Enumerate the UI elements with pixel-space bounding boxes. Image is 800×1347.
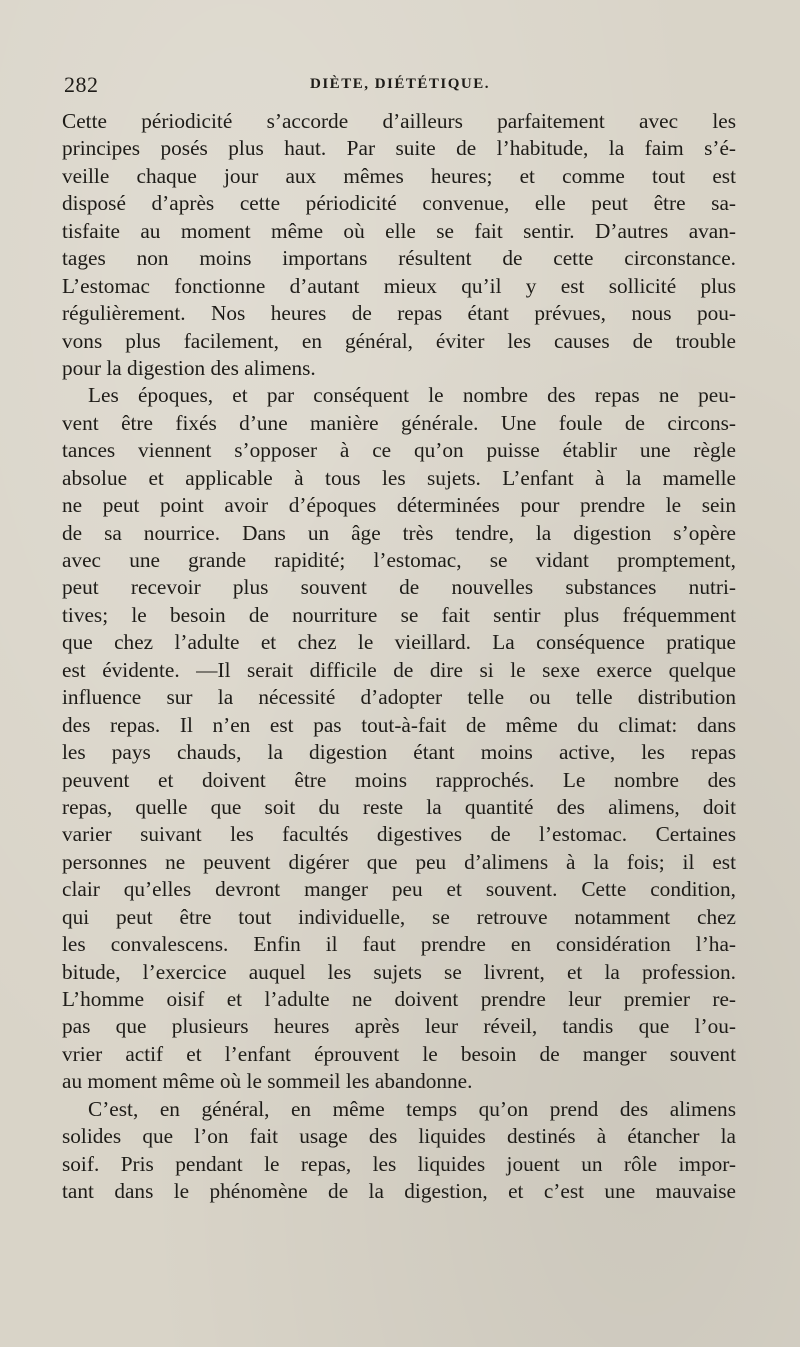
text-line: de sa nourrice. Dans un âge très tendre, la digestion s’opère (62, 520, 736, 545)
text-line: L’estomac fonctionne d’autant mieux qu’il y est sollicité plus (62, 273, 736, 298)
text-line: pas que plusieurs heures après leur réveil, tandis que l’ou- (62, 1014, 736, 1039)
text-line: personnes ne peuvent digérer que peu d’alimens à la fois; il est (62, 849, 736, 874)
text-line: veille chaque jour aux mêmes heures; et comme tout est (62, 163, 736, 188)
text-line: vent être fixés d’une manière générale. Une foule de circons- (62, 410, 736, 435)
text-line: varier suivant les facultés digestives de l’estomac. Certaines (62, 822, 736, 847)
paragraph-start-line: C’est, en général, en même temps qu’on prend des alimens (88, 1096, 736, 1121)
text-line: régulièrement. Nos heures de repas étant prévues, nous pou- (62, 301, 736, 326)
page-number: 282 (64, 72, 99, 97)
text-line: que chez l’adulte et chez le vieillard. La conséquence pratique (62, 630, 736, 655)
text-line: des repas. Il n’en est pas tout-à-fait de même du climat: dans (62, 712, 736, 737)
text-line: Cette périodicité s’accorde d’ailleurs parfaitement avec les (62, 109, 736, 133)
paragraph-end-line: pour la digestion des alimens. (62, 355, 316, 380)
text-line: repas, quelle que soit du reste la quantité des alimens, doit (62, 794, 736, 819)
text-line: les convalescens. Enfin il faut prendre en considération l’ha- (62, 932, 736, 957)
text-line: bitude, l’exercice auquel les sujets se livrent, et la profession. (62, 959, 736, 984)
text-line: tives; le besoin de nourriture se fait sentir plus fréquemment (62, 602, 736, 627)
text-line: qui peut être tout individuelle, se retrouve notamment chez (62, 904, 736, 929)
running-title: DIÈTE, DIÉTÉTIQUE. (310, 76, 490, 92)
text-line: est évidente. —Il serait difficile de dire si le sexe exerce quelque (62, 657, 736, 682)
text-line: les pays chauds, la digestion étant moins active, les repas (62, 740, 736, 765)
text-line: disposé d’après cette périodicité convenue, elle peut être sa- (62, 191, 736, 216)
text-line: ne peut point avoir d’époques déterminées pour prendre le sein (62, 493, 736, 518)
text-line: avec une grande rapidité; l’estomac, se vidant promptement, (62, 548, 736, 572)
text-line: vons plus facilement, en général, éviter les causes de trouble (62, 328, 736, 353)
text-line: solides que l’on fait usage des liquides destinés à étancher la (62, 1124, 736, 1149)
text-line: tant dans le phénomène de la digestion, et c’est une mauvaise (62, 1179, 736, 1204)
text-line: clair qu’elles devront manger peu et souvent. Cette condition, (62, 877, 736, 902)
text-line: principes posés plus haut. Par suite de l’habitude, la faim s’é- (62, 136, 736, 161)
text-line: L’homme oisif et l’adulte ne doivent prendre leur premier re- (62, 987, 736, 1011)
text-line: tances viennent s’opposer à ce qu’on puisse établir une règle (62, 438, 736, 463)
body-text (62, 108, 736, 1206)
text-line: tages non moins importans résultent de cette circonstance. (62, 246, 736, 271)
text-line: soif. Pris pendant le repas, les liquides jouent un rôle impor- (62, 1151, 736, 1176)
text-line: peut recevoir plus souvent de nouvelles substances nutri- (62, 575, 736, 600)
paragraph-start-line: Les époques, et par conséquent le nombre des repas ne peu- (88, 383, 736, 408)
text-line: tisfaite au moment même où elle se fait sentir. D’autres avan- (62, 218, 736, 243)
paragraph-end-line: au moment même où le sommeil les abandonne. (62, 1069, 473, 1094)
text-line: vrier actif et l’enfant éprouvent le besoin de manger souvent (62, 1041, 736, 1066)
running-head (64, 72, 736, 102)
text-line: influence sur la nécessité d’adopter telle ou telle distribution (62, 685, 736, 710)
text-line: peuvent et doivent être moins rapprochés. Le nombre des (62, 767, 736, 792)
text-line: absolue et applicable à tous les sujets. L’enfant à la mamelle (62, 465, 736, 490)
